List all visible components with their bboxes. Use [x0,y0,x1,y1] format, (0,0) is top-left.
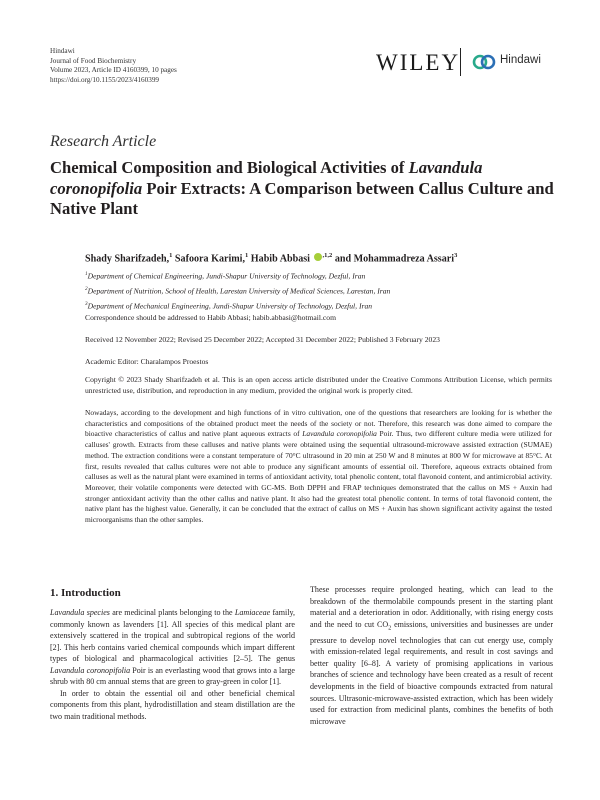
intro-italic: Lavandula coronopifolia [50,665,131,675]
journal-name: Journal of Food Biochemistry [50,56,137,65]
author-affil-sup: 3 [454,252,458,259]
wiley-logo: WILEY [376,50,461,75]
co2-subscript: 2 [388,625,392,632]
article-title [50,158,560,220]
hindawi-rings-icon [472,52,496,72]
author-list [85,249,565,266]
section-heading: 1. Introduction [50,587,121,599]
author-affil-sup: ,1,2 [322,252,333,259]
intro-paragraph-1 [50,607,295,688]
intro-text: emissions, universities and businesses are under pressure to develop novel technologies that can cut energy use, comply with emission-related legal requirements, and result in cost savings and better quality [6–8]. A variety of promising applications in various branches of science and technology have been created as a result of recent developments in the field of bioactive compounds extracted from natural sources. Ultrasonic-microwave-assisted extraction, which has been widely used for extraction from medicinal plants, combines the benefits of both microwave [310,619,554,726]
affiliations [85,268,565,312]
affiliation-sup: 1 [85,271,88,277]
intro-text: are medicinal plants belonging to the [109,608,235,617]
journal-publisher-line: Hindawi [50,47,75,55]
abstract-text: Nowadays, according to the development and high functions of in vitro cultivation, one of the questions that researchers are looking for is whether the characteristics and compositions of the obtained product meet the needs of the society or not. Therefore, this research was done aimed to compare the bioactive characteristics of callus and native plant aqueous extracts of [85,408,552,439]
abstract-text: Poir. Thus, two different culture media were utilized for calluses' growth. Extracts from these calluses and native plants were obtained using the sequential ultrasound-microwave assisted extraction (SUMAE) method. The extraction conditions were a constant temperature of 70°C ultrasound in 20 min at 250 W and 8 minutes at 800 W for microwave at 85°C. At first, results revealed that callus cultures were not able to produce any significant amounts of essential oil. Therefore, aqueous extracts obtained from calluses as well as the natural plant were examined in terms of antioxidant activity, total phenolic content, total flavonoid content, and antimicrobial activity. Moreover, their volatile components were detected with GC-MS. Both DPPH and FRAP techniques demonstrated that the callus on MS + Auxin had stronger antioxidant activity than the other callus and native plant. It also had the greatest total phenolic content. In terms of total flavonoid content, the native plant has the highest value. Generally, it can be concluded that the extract of callus on MS + Auxin has shown significant activity against the tested microorganisms than the other samples. [85,429,552,525]
intro-text: These processes require prolonged heating, which can lead to the breakdown of the thermolabile compounds present in the starting plant material and a deterioration in odor. Additionally, with rising energy costs and the need to cut CO [310,585,553,629]
intro-left-column [50,607,295,722]
title-part: Chemical Composition and Biological Activities of [50,158,409,177]
intro-text: Poir is an everlasting wood that grows into a large shrub with 80 cm annual stems that are green to gray-green in color [1]. [50,665,295,687]
hindawi-logo-text: Hindawi [500,54,541,66]
title-part: Poir Extracts: A Comparison between Callus Culture and Native Plant [50,178,554,218]
journal-doi-link[interactable]: https://doi.org/10.1155/2023/4160399 [50,75,160,84]
intro-paragraph-3 [310,584,553,727]
affiliation-sup: 3 [85,300,88,307]
affiliation-text: Department of Chemical Engineering, Jundi-Shapur University of Technology, Dezful, Iran [87,271,366,281]
affiliation [85,268,565,283]
intro-italic: Lamiaceae [234,608,271,617]
author-name: Shady Sharifzadeh, [85,253,170,265]
orcid-icon[interactable] [314,253,322,261]
intro-italic: Lavandula species [50,608,110,617]
abstract-species: Lavandula coronopifolia [302,429,377,439]
intro-text: family, commonly known as lavenders [1]. All species of this medical plant are extensively scattered in the tropical and subtropical regions of the world [2]. This herb contains varied chemical compounds which impart different types of biological and pharmacological activities [2–5]. The genus [50,608,295,664]
author-name: Safoora Karimi, [174,253,246,265]
intro-right-column [310,584,553,727]
journal-volume: Volume 2023, Article ID 4160399, 10 pages [50,66,177,75]
author-affil-sup: 1 [169,252,173,259]
affiliation-text: Department of Nutrition, School of Health, Larestan University of Medical Sciences, Larestan, Iran [87,286,391,296]
author-affil-sup: 1 [245,252,249,259]
affiliation-text: Department of Mechanical Engineering, Jundi-Shapur University of Technology, Dezful, Iran [87,301,373,311]
author-name: and Mohammadreza Assari [334,253,455,265]
title-species: Lavandula coronopifolia [50,158,483,198]
correspondence: Correspondence should be addressed to Habib Abbasi; habib.abbasi@hotmail.com [85,313,336,322]
article-type: Research Article [50,133,157,150]
copyright-notice: Copyright © 2023 Shady Sharifzadeh et al. This is an open access article distributed under the Creative Commons Attribution License, which permits unrestricted use, distribution, and reproduction in any medium, provided the original work is properly cited. [85,375,552,395]
author-name: Habib Abbasi [250,253,310,265]
affiliation-sup: 2 [85,285,88,292]
academic-editor: Academic Editor: Charalampos Proestos [85,357,209,366]
article-dates: Received 12 November 2022; Revised 25 December 2022; Accepted 31 December 2022; Published 3 February 2023 [85,335,440,344]
affiliation [85,298,565,313]
abstract [85,408,552,526]
intro-paragraph-2: In order to obtain the essential oil and other beneficial chemical components from this plant, hydrodistillation and steam distillation are the two main traditional methods. [50,688,295,721]
publisher-logos [376,50,556,74]
affiliation [85,283,565,298]
logo-divider [460,48,461,76]
journal-meta [50,47,310,85]
